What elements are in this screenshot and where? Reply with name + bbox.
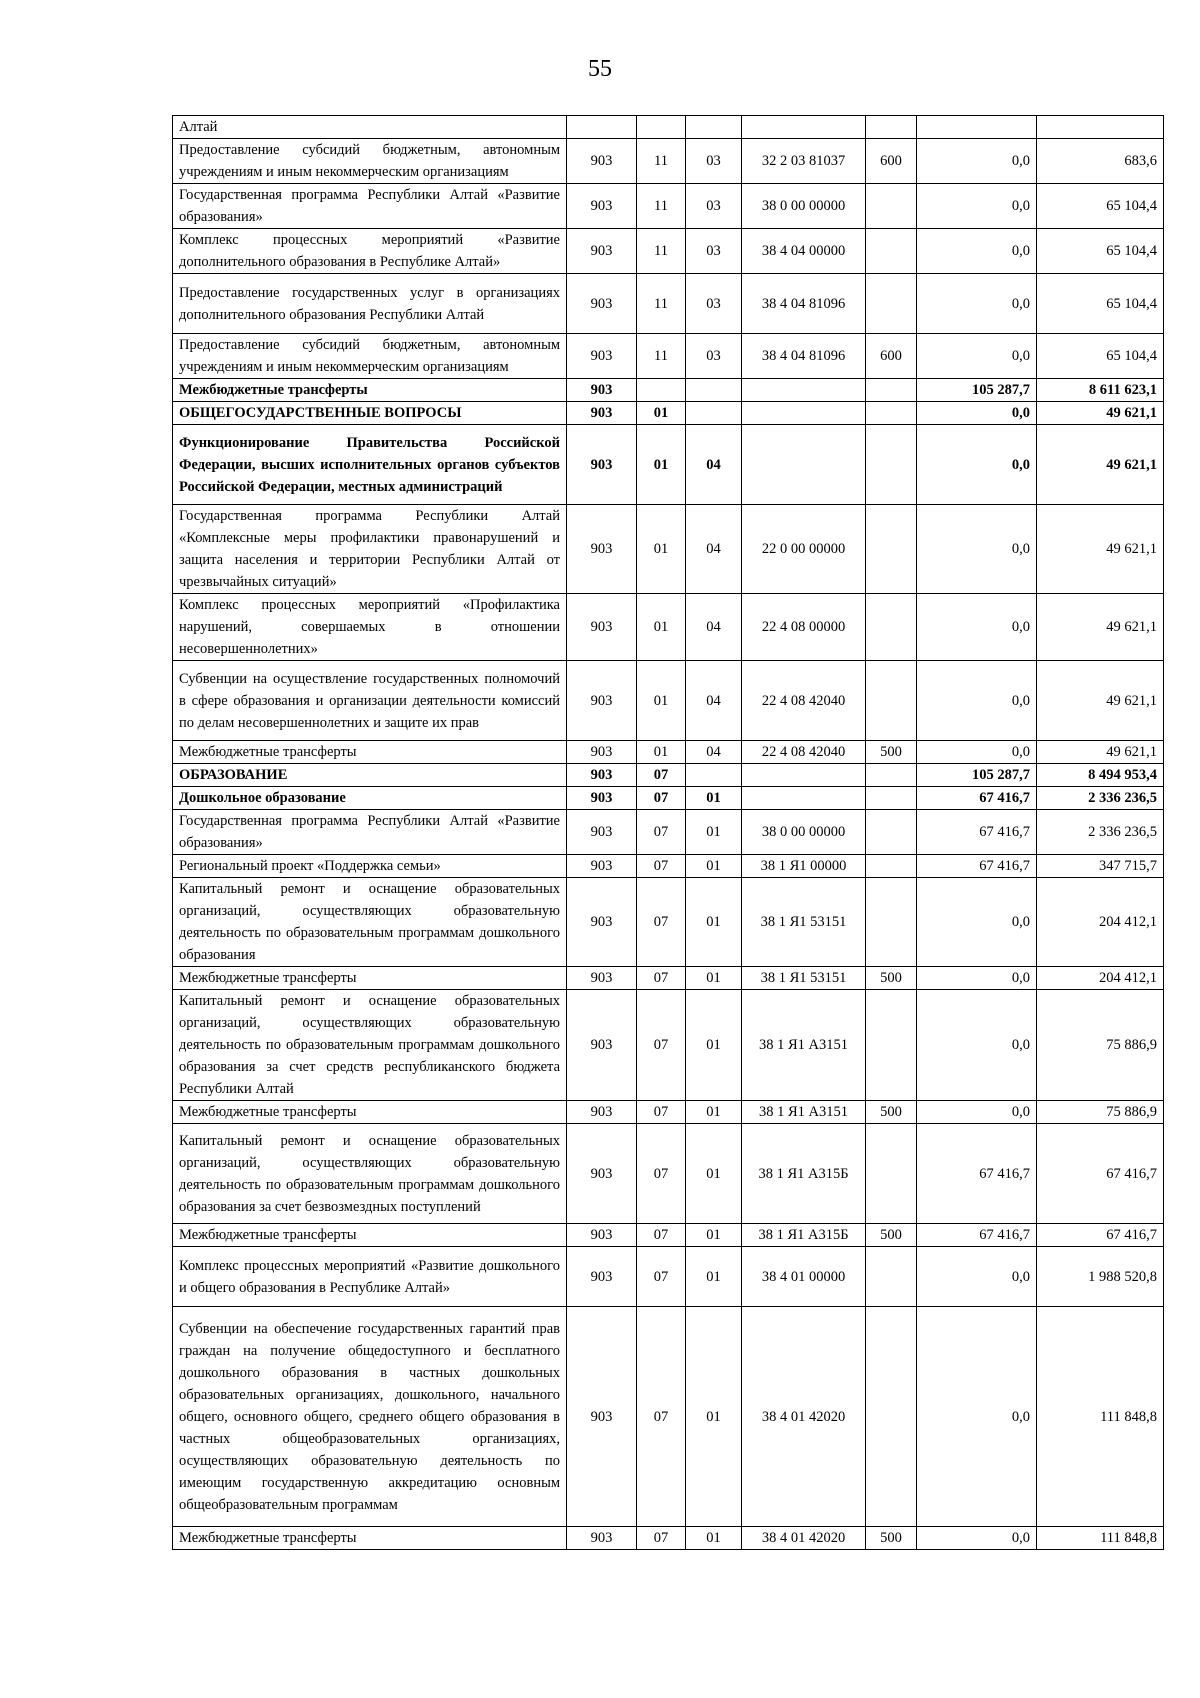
- table-row: [173, 274, 1164, 334]
- ved-code-cell: 903: [567, 505, 637, 594]
- section-code-cell: 01: [637, 505, 686, 594]
- table-row: [173, 402, 1164, 425]
- subsection-code-cell: [686, 116, 742, 139]
- table-row: [173, 967, 1164, 990]
- target-article-cell: 38 1 Я1 00000: [742, 855, 866, 878]
- amount-1-cell: 67 416,7: [917, 855, 1037, 878]
- ved-code-cell: 903: [567, 661, 637, 741]
- row-name-cell: Дошкольное образование: [173, 787, 567, 810]
- subsection-code-cell: 03: [686, 334, 742, 379]
- subsection-code-cell: 03: [686, 139, 742, 184]
- row-name-cell: Комплекс процессных мероприятий «Развитие дошкольного и общего образования в Республике Алтай»: [173, 1247, 567, 1307]
- amount-2-cell: 49 621,1: [1037, 425, 1164, 505]
- subsection-code-cell: 04: [686, 741, 742, 764]
- table-row: [173, 505, 1164, 594]
- row-name-cell: Алтай: [173, 116, 567, 139]
- section-code-cell: 01: [637, 425, 686, 505]
- subsection-code-cell: 01: [686, 878, 742, 967]
- ved-code-cell: 903: [567, 184, 637, 229]
- section-code-cell: 07: [637, 967, 686, 990]
- table-row: [173, 810, 1164, 855]
- ved-code-cell: 903: [567, 1101, 637, 1124]
- section-code-cell: 01: [637, 594, 686, 661]
- ved-code-cell: 903: [567, 594, 637, 661]
- subsection-code-cell: 03: [686, 184, 742, 229]
- target-article-cell: 38 4 01 42020: [742, 1307, 866, 1527]
- section-code-cell: 11: [637, 139, 686, 184]
- section-code-cell: 07: [637, 1101, 686, 1124]
- row-name-cell: Региональный проект «Поддержка семьи»: [173, 855, 567, 878]
- expense-type-cell: [866, 594, 917, 661]
- amount-2-cell: 67 416,7: [1037, 1224, 1164, 1247]
- row-name-cell: Комплекс процессных мероприятий «Профилактика нарушений, совершаемых в отношении несовершеннолетних»: [173, 594, 567, 661]
- target-article-cell: 38 4 04 81096: [742, 334, 866, 379]
- expense-type-cell: [866, 116, 917, 139]
- expense-type-cell: 600: [866, 334, 917, 379]
- row-name-cell: Предоставление субсидий бюджетным, автономным учреждениям и иным некоммерческим организациям: [173, 334, 567, 379]
- expense-type-cell: [866, 1247, 917, 1307]
- amount-1-cell: 0,0: [917, 1527, 1037, 1550]
- amount-2-cell: [1037, 116, 1164, 139]
- expense-type-cell: [866, 505, 917, 594]
- table-row: [173, 139, 1164, 184]
- subsection-code-cell: 01: [686, 855, 742, 878]
- row-name-cell: Предоставление субсидий бюджетным, автономным учреждениям и иным некоммерческим организациям: [173, 139, 567, 184]
- section-code-cell: 11: [637, 274, 686, 334]
- subsection-code-cell: 01: [686, 1124, 742, 1224]
- table-row: [173, 1307, 1164, 1527]
- amount-2-cell: 204 412,1: [1037, 967, 1164, 990]
- table-row: [173, 1224, 1164, 1247]
- section-code-cell: 07: [637, 878, 686, 967]
- row-name-cell: Комплекс процессных мероприятий «Развитие дополнительного образования в Республике Алтай»: [173, 229, 567, 274]
- amount-1-cell: 0,0: [917, 661, 1037, 741]
- section-code-cell: 07: [637, 1124, 686, 1224]
- expense-type-cell: [866, 274, 917, 334]
- ved-code-cell: 903: [567, 1527, 637, 1550]
- section-code-cell: 07: [637, 1247, 686, 1307]
- row-name-cell: Капитальный ремонт и оснащение образовательных организаций, осуществляющих образовательную деятельность по образовательным программам дошкольного образования за счет средств республиканского бюджета Республики Алтай: [173, 990, 567, 1101]
- row-name-cell: Капитальный ремонт и оснащение образовательных организаций, осуществляющих образовательную деятельность по образовательным программам дошкольного образования: [173, 878, 567, 967]
- expense-type-cell: [866, 425, 917, 505]
- section-code-cell: 07: [637, 764, 686, 787]
- expense-type-cell: [866, 661, 917, 741]
- table-row: [173, 184, 1164, 229]
- section-code-cell: 01: [637, 741, 686, 764]
- section-code-cell: [637, 116, 686, 139]
- amount-1-cell: 0,0: [917, 229, 1037, 274]
- amount-2-cell: 111 848,8: [1037, 1307, 1164, 1527]
- row-name-cell: Межбюджетные трансферты: [173, 741, 567, 764]
- row-name-cell: Функционирование Правительства Российской Федерации, высших исполнительных органов субъектов Российской Федерации, местных администраций: [173, 425, 567, 505]
- table-row: [173, 334, 1164, 379]
- expense-type-cell: 500: [866, 1101, 917, 1124]
- row-name-cell: Межбюджетные трансферты: [173, 1527, 567, 1550]
- amount-2-cell: 8 494 953,4: [1037, 764, 1164, 787]
- amount-2-cell: 75 886,9: [1037, 990, 1164, 1101]
- table-body: [173, 116, 1164, 1550]
- target-article-cell: 38 1 Я1 А3151: [742, 1101, 866, 1124]
- amount-1-cell: 0,0: [917, 594, 1037, 661]
- section-code-cell: 11: [637, 334, 686, 379]
- subsection-code-cell: 03: [686, 274, 742, 334]
- amount-1-cell: 67 416,7: [917, 787, 1037, 810]
- amount-2-cell: 2 336 236,5: [1037, 787, 1164, 810]
- ved-code-cell: 903: [567, 764, 637, 787]
- ved-code-cell: 903: [567, 741, 637, 764]
- row-name-cell: Межбюджетные трансферты: [173, 967, 567, 990]
- section-code-cell: 07: [637, 990, 686, 1101]
- expense-type-cell: [866, 855, 917, 878]
- expense-type-cell: [866, 878, 917, 967]
- amount-1-cell: 0,0: [917, 402, 1037, 425]
- table-row: [173, 594, 1164, 661]
- subsection-code-cell: 01: [686, 787, 742, 810]
- target-article-cell: 22 4 08 00000: [742, 594, 866, 661]
- ved-code-cell: 903: [567, 1247, 637, 1307]
- subsection-code-cell: 03: [686, 229, 742, 274]
- target-article-cell: 22 4 08 42040: [742, 741, 866, 764]
- ved-code-cell: 903: [567, 229, 637, 274]
- row-name-cell: Государственная программа Республики Алтай «Развитие образования»: [173, 184, 567, 229]
- table-row: [173, 1101, 1164, 1124]
- amount-2-cell: 2 336 236,5: [1037, 810, 1164, 855]
- target-article-cell: [742, 425, 866, 505]
- amount-1-cell: 105 287,7: [917, 379, 1037, 402]
- amount-1-cell: 0,0: [917, 967, 1037, 990]
- amount-2-cell: 67 416,7: [1037, 1124, 1164, 1224]
- row-name-cell: ОБРАЗОВАНИЕ: [173, 764, 567, 787]
- amount-1-cell: 0,0: [917, 1247, 1037, 1307]
- ved-code-cell: 903: [567, 402, 637, 425]
- target-article-cell: 22 4 08 42040: [742, 661, 866, 741]
- section-code-cell: 07: [637, 1224, 686, 1247]
- amount-2-cell: 1 988 520,8: [1037, 1247, 1164, 1307]
- amount-2-cell: 65 104,4: [1037, 184, 1164, 229]
- amount-1-cell: 0,0: [917, 990, 1037, 1101]
- amount-1-cell: 0,0: [917, 878, 1037, 967]
- expense-type-cell: [866, 787, 917, 810]
- row-name-cell: Субвенции на осуществление государственных полномочий в сфере образования и организации деятельности комиссий по делам несовершеннолетних и защите их прав: [173, 661, 567, 741]
- subsection-code-cell: [686, 764, 742, 787]
- expense-type-cell: [866, 402, 917, 425]
- subsection-code-cell: 04: [686, 594, 742, 661]
- expense-type-cell: [866, 1307, 917, 1527]
- ved-code-cell: 903: [567, 1124, 637, 1224]
- amount-2-cell: 65 104,4: [1037, 334, 1164, 379]
- ved-code-cell: 903: [567, 1307, 637, 1527]
- subsection-code-cell: 01: [686, 1101, 742, 1124]
- amount-1-cell: 0,0: [917, 184, 1037, 229]
- subsection-code-cell: 01: [686, 990, 742, 1101]
- target-article-cell: 32 2 03 81037: [742, 139, 866, 184]
- subsection-code-cell: 01: [686, 1527, 742, 1550]
- section-code-cell: 07: [637, 1527, 686, 1550]
- table-row: [173, 1527, 1164, 1550]
- ved-code-cell: 903: [567, 1224, 637, 1247]
- target-article-cell: 38 1 Я1 53151: [742, 878, 866, 967]
- target-article-cell: [742, 116, 866, 139]
- table-row: [173, 878, 1164, 967]
- page-number: 55: [588, 56, 612, 82]
- section-code-cell: 11: [637, 184, 686, 229]
- row-name-cell: Межбюджетные трансферты: [173, 1101, 567, 1124]
- target-article-cell: 38 0 00 00000: [742, 810, 866, 855]
- target-article-cell: 38 4 04 81096: [742, 274, 866, 334]
- amount-2-cell: 49 621,1: [1037, 661, 1164, 741]
- amount-2-cell: 49 621,1: [1037, 594, 1164, 661]
- target-article-cell: 38 1 Я1 53151: [742, 967, 866, 990]
- subsection-code-cell: 01: [686, 810, 742, 855]
- row-name-cell: Межбюджетные трансферты: [173, 1224, 567, 1247]
- ved-code-cell: 903: [567, 379, 637, 402]
- ved-code-cell: [567, 116, 637, 139]
- section-code-cell: 11: [637, 229, 686, 274]
- expense-type-cell: [866, 764, 917, 787]
- amount-1-cell: 0,0: [917, 505, 1037, 594]
- target-article-cell: [742, 402, 866, 425]
- row-name-cell: Межбюджетные трансферты: [173, 379, 567, 402]
- expense-type-cell: [866, 229, 917, 274]
- amount-2-cell: 49 621,1: [1037, 505, 1164, 594]
- amount-1-cell: 0,0: [917, 741, 1037, 764]
- amount-1-cell: 0,0: [917, 139, 1037, 184]
- amount-1-cell: 67 416,7: [917, 810, 1037, 855]
- ved-code-cell: 903: [567, 425, 637, 505]
- table-row: [173, 787, 1164, 810]
- target-article-cell: [742, 764, 866, 787]
- amount-1-cell: 0,0: [917, 1307, 1037, 1527]
- section-code-cell: 01: [637, 661, 686, 741]
- ved-code-cell: 903: [567, 334, 637, 379]
- budget-table: [172, 115, 1164, 1550]
- expense-type-cell: 500: [866, 741, 917, 764]
- table-row: [173, 116, 1164, 139]
- target-article-cell: 38 4 01 00000: [742, 1247, 866, 1307]
- table-row: [173, 1247, 1164, 1307]
- amount-1-cell: 0,0: [917, 425, 1037, 505]
- table-row: [173, 741, 1164, 764]
- target-article-cell: 38 0 00 00000: [742, 184, 866, 229]
- table-row: [173, 425, 1164, 505]
- subsection-code-cell: 01: [686, 967, 742, 990]
- amount-1-cell: 67 416,7: [917, 1124, 1037, 1224]
- subsection-code-cell: 04: [686, 425, 742, 505]
- section-code-cell: 07: [637, 787, 686, 810]
- ved-code-cell: 903: [567, 878, 637, 967]
- target-article-cell: 38 4 04 00000: [742, 229, 866, 274]
- row-name-cell: Капитальный ремонт и оснащение образовательных организаций, осуществляющих образовательную деятельность по образовательным программам дошкольного образования за счет безвозмездных поступлений: [173, 1124, 567, 1224]
- subsection-code-cell: 04: [686, 505, 742, 594]
- expense-type-cell: 500: [866, 1224, 917, 1247]
- amount-1-cell: 0,0: [917, 274, 1037, 334]
- amount-1-cell: 0,0: [917, 1101, 1037, 1124]
- ved-code-cell: 903: [567, 274, 637, 334]
- row-name-cell: Предоставление государственных услуг в организациях дополнительного образования Республики Алтай: [173, 274, 567, 334]
- subsection-code-cell: 04: [686, 661, 742, 741]
- amount-2-cell: 111 848,8: [1037, 1527, 1164, 1550]
- amount-2-cell: 8 611 623,1: [1037, 379, 1164, 402]
- target-article-cell: 38 1 Я1 А315Б: [742, 1124, 866, 1224]
- table-row: [173, 379, 1164, 402]
- section-code-cell: 07: [637, 1307, 686, 1527]
- expense-type-cell: [866, 1124, 917, 1224]
- table-row: [173, 229, 1164, 274]
- section-code-cell: 01: [637, 402, 686, 425]
- amount-2-cell: 49 621,1: [1037, 741, 1164, 764]
- subsection-code-cell: [686, 402, 742, 425]
- table-row: [173, 990, 1164, 1101]
- expense-type-cell: [866, 810, 917, 855]
- ved-code-cell: 903: [567, 139, 637, 184]
- expense-type-cell: [866, 990, 917, 1101]
- target-article-cell: 38 1 Я1 А3151: [742, 990, 866, 1101]
- subsection-code-cell: 01: [686, 1247, 742, 1307]
- subsection-code-cell: [686, 379, 742, 402]
- table-row: [173, 661, 1164, 741]
- expense-type-cell: 500: [866, 1527, 917, 1550]
- expense-type-cell: 600: [866, 139, 917, 184]
- amount-2-cell: 49 621,1: [1037, 402, 1164, 425]
- target-article-cell: 38 4 01 42020: [742, 1527, 866, 1550]
- row-name-cell: Государственная программа Республики Алтай «Комплексные меры профилактики правонарушений и защита населения и территории Республики Алтай от чрезвычайных ситуаций»: [173, 505, 567, 594]
- subsection-code-cell: 01: [686, 1307, 742, 1527]
- amount-1-cell: 105 287,7: [917, 764, 1037, 787]
- row-name-cell: ОБЩЕГОСУДАРСТВЕННЫЕ ВОПРОСЫ: [173, 402, 567, 425]
- table-row: [173, 1124, 1164, 1224]
- ved-code-cell: 903: [567, 787, 637, 810]
- section-code-cell: [637, 379, 686, 402]
- ved-code-cell: 903: [567, 967, 637, 990]
- ved-code-cell: 903: [567, 810, 637, 855]
- amount-2-cell: 204 412,1: [1037, 878, 1164, 967]
- table-row: [173, 855, 1164, 878]
- expense-type-cell: [866, 184, 917, 229]
- target-article-cell: [742, 787, 866, 810]
- amount-1-cell: 67 416,7: [917, 1224, 1037, 1247]
- amount-1-cell: 0,0: [917, 334, 1037, 379]
- section-code-cell: 07: [637, 855, 686, 878]
- section-code-cell: 07: [637, 810, 686, 855]
- expense-type-cell: [866, 379, 917, 402]
- row-name-cell: Государственная программа Республики Алтай «Развитие образования»: [173, 810, 567, 855]
- target-article-cell: [742, 379, 866, 402]
- amount-2-cell: 347 715,7: [1037, 855, 1164, 878]
- amount-2-cell: 65 104,4: [1037, 229, 1164, 274]
- subsection-code-cell: 01: [686, 1224, 742, 1247]
- expense-type-cell: 500: [866, 967, 917, 990]
- row-name-cell: Субвенции на обеспечение государственных гарантий прав граждан на получение общедоступного и бесплатного дошкольного образования в частных дошкольных образовательных организациях, дошкольного, начального общего, основного общего, среднего общего образования в частных общеобразовательных организациях, осуществляющих образовательную деятельность по имеющим государственную аккредитацию основным общеобразовательным программам: [173, 1307, 567, 1527]
- amount-1-cell: [917, 116, 1037, 139]
- target-article-cell: 38 1 Я1 А315Б: [742, 1224, 866, 1247]
- table-row: [173, 764, 1164, 787]
- target-article-cell: 22 0 00 00000: [742, 505, 866, 594]
- amount-2-cell: 683,6: [1037, 139, 1164, 184]
- ved-code-cell: 903: [567, 855, 637, 878]
- amount-2-cell: 75 886,9: [1037, 1101, 1164, 1124]
- amount-2-cell: 65 104,4: [1037, 274, 1164, 334]
- ved-code-cell: 903: [567, 990, 637, 1101]
